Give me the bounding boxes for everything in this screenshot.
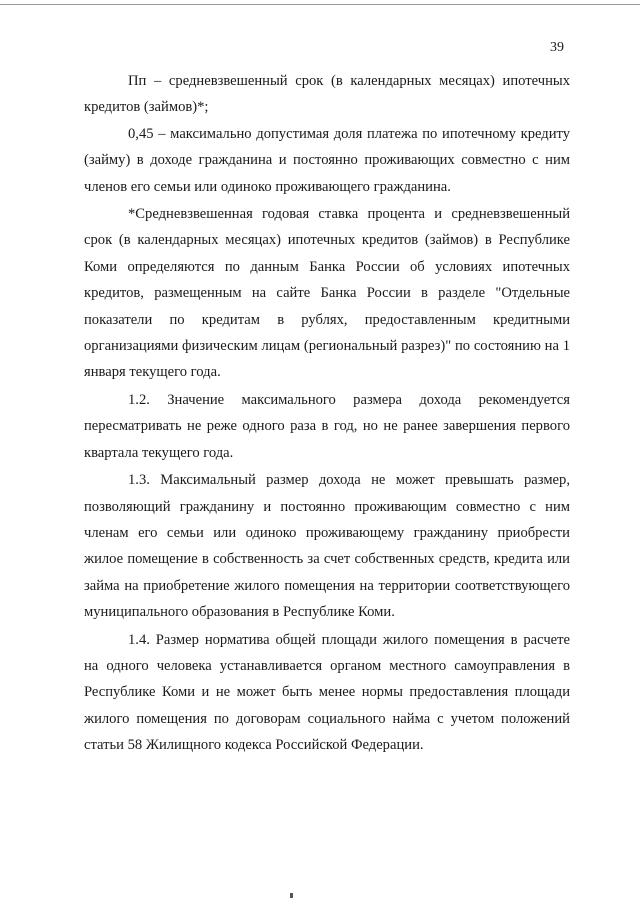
paragraph-1-4: 1.4. Размер норматива общей площади жилого помещения в расчете на одного человека устанавливается органом местного самоуправления в Республике Коми и не может быть менее нормы предоставления площади жилого помещения по договорам социального найма с учетом положений статьи 58 Жилищного кодекса Российской Федерации.	[84, 631, 570, 754]
page-number: 39	[550, 40, 564, 55]
paragraph-footnote: *Средневзвешенная годовая ставка процента и средневзвешенный срок (в календарных месяцах) ипотечных кредитов (займов) в Республике Коми определяются по данным Банка России об условиях ипотечных кредитов, размещенным на сайте Банка России в разделе "Отдельные показатели по кредитам в рублях, предоставленным кредитными организациями физическим лицам (региональный разрез)" по состоянию на 1 января текущего года.	[84, 206, 570, 381]
paragraph-pp-definition: Пп – средневзвешенный срок (в календарных месяцах) ипотечных кредитов (займов)*;	[84, 73, 570, 116]
scan-mark	[290, 893, 293, 898]
document-body	[84, 68, 570, 759]
paragraph-coefficient-definition: 0,45 – максимально допустимая доля платежа по ипотечному кредиту (займу) в доходе гражданина и постоянно проживающих совместно с ним членов его семьи или одиноко проживающего гражданина.	[84, 125, 570, 195]
scan-edge-line	[0, 4, 640, 5]
paragraph-1-2: 1.2. Значение максимального размера дохода рекомендуется пересматривать не реже одного раза в год, но не ранее завершения первого квартала текущего года.	[84, 391, 570, 461]
paragraph-1-3: 1.3. Максимальный размер дохода не может превышать размер, позволяющий гражданину и постоянно проживающим совместно с ним членам его семьи или одиноко проживающему гражданину приобрести жилое помещение в собственность за счет собственных средств, кредита или займа на приобретение жилого помещения на территории соответствующего муниципального образования в Республике Коми.	[84, 472, 570, 621]
